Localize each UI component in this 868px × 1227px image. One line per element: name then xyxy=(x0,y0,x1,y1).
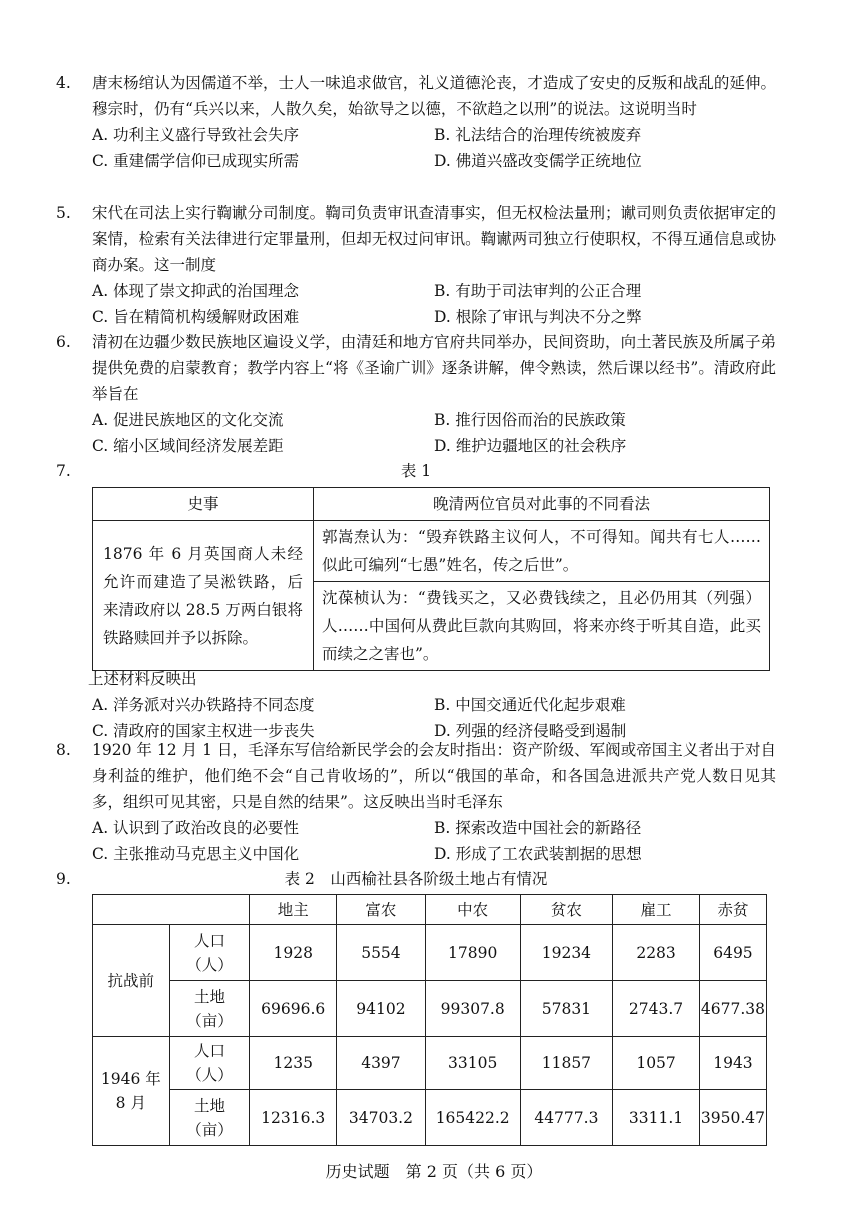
view-cell-guo: 郭嵩焘认为：“毁弃铁路主议何人，不可得知。闻共有七人……似此可编列“七愚”姓名，传之后世”。 xyxy=(314,521,770,582)
table-cell: 2743.7 xyxy=(613,981,700,1037)
option-d[interactable]: D. 维护边疆地区的社会秩序 xyxy=(434,437,627,455)
table-header: 晚清两位官员对此事的不同看法 xyxy=(314,488,770,521)
option-b[interactable]: B. 有助于司法审判的公正合理 xyxy=(434,282,642,300)
table-cell: 17890 xyxy=(425,925,520,981)
option-c[interactable]: C. 主张推动马克思主义中国化 xyxy=(92,845,300,863)
table-cell: 4677.38 xyxy=(699,981,766,1037)
corner-cell xyxy=(93,895,250,925)
table-header: 史事 xyxy=(93,488,314,521)
option-a[interactable]: A. 洋务派对兴办铁路持不同态度 xyxy=(92,696,315,714)
column-header: 富农 xyxy=(337,895,426,925)
options xyxy=(92,122,776,174)
question-7 xyxy=(56,458,776,484)
row-label: 土地（亩） xyxy=(169,981,250,1037)
question-stem: 上述材料反映出 xyxy=(88,670,197,688)
table-cell: 6495 xyxy=(699,925,766,981)
option-c[interactable]: C. 重建儒学信仰已成现实所需 xyxy=(92,152,300,170)
column-header: 中农 xyxy=(425,895,520,925)
table-cell: 57831 xyxy=(520,981,613,1037)
question-number: 8. xyxy=(56,741,71,759)
table-cell: 1235 xyxy=(250,1037,337,1090)
option-b[interactable]: B. 探索改造中国社会的新路径 xyxy=(434,819,642,837)
table-cell: 33105 xyxy=(425,1037,520,1090)
period-cell: 1946 年 8 月 xyxy=(93,1037,170,1146)
question-6 xyxy=(56,329,776,459)
option-a[interactable]: A. 促进民族地区的文化交流 xyxy=(92,411,284,429)
option-c[interactable]: C. 清政府的国家主权进一步丧失 xyxy=(92,722,315,740)
option-a[interactable]: A. 功利主义盛行导致社会失序 xyxy=(92,126,300,144)
options xyxy=(92,278,776,330)
question-stem: 清初在边疆少数民族地区遍设义学，由清廷和地方官府共同举办，民间资助，向土著民族及所属子弟提供免费的启蒙教育；教学内容上“将《圣谕广训》逐条讲解，俾令熟读，然后课以经书”。清政府此举旨在 xyxy=(92,333,776,403)
question-stem: 唐末杨绾认为因儒道不举，士人一味追求做官，礼义道德沦丧，才造成了安史的反叛和战乱的延伸。穆宗时，仍有“兵兴以来，人散久矣，始欲导之以德，不欲趋之以刑”的说法。这说明当时 xyxy=(92,74,776,118)
question-stem: 宋代在司法上实行鞫谳分司制度。鞫司负责审讯查清事实，但无权检法量刑；谳司则负责依据审定的案情，检索有关法律进行定罪量刑，但却无权过问审讯。鞫谳两司独立行使职权，不得互通信息或协商办案。这一制度 xyxy=(92,204,776,274)
table-cell: 99307.8 xyxy=(425,981,520,1037)
option-d[interactable]: D. 佛道兴盛改变儒学正统地位 xyxy=(434,152,642,170)
row-label: 土地（亩） xyxy=(169,1090,250,1146)
table-cell: 69696.6 xyxy=(250,981,337,1037)
table-cell: 3950.47 xyxy=(699,1090,766,1146)
table-caption: 表 2 山西榆社县各阶级土地占有情况 xyxy=(284,870,548,888)
table-row xyxy=(93,1037,767,1090)
table-row xyxy=(93,1090,767,1146)
question-9 xyxy=(56,866,776,892)
option-c[interactable]: C. 旨在精简机构缓解财政困难 xyxy=(92,308,300,326)
options xyxy=(92,815,776,867)
option-b[interactable]: B. 中国交通近代化起步艰难 xyxy=(434,696,626,714)
table-row xyxy=(93,981,767,1037)
table-cell: 1928 xyxy=(250,925,337,981)
table-cell: 1943 xyxy=(699,1037,766,1090)
option-b[interactable]: B. 礼法结合的治理传统被废弃 xyxy=(434,126,642,144)
option-d[interactable]: D. 形成了工农武装割据的思想 xyxy=(434,845,642,863)
options xyxy=(92,407,776,459)
question-7-tail xyxy=(88,666,782,744)
column-header: 雇工 xyxy=(613,895,700,925)
column-header: 贫农 xyxy=(520,895,613,925)
question-4 xyxy=(56,70,776,174)
question-8 xyxy=(56,737,776,867)
option-a[interactable]: A. 体现了崇文抑武的治国理念 xyxy=(92,282,300,300)
table-cell: 44777.3 xyxy=(520,1090,613,1146)
event-cell: 1876 年 6 月英国商人未经允许而建造了吴淞铁路，后来清政府以 28.5 万两白银将铁路赎回并予以拆除。 xyxy=(93,521,314,671)
row-label: 人口（人） xyxy=(169,925,250,981)
table-cell: 3311.1 xyxy=(613,1090,700,1146)
option-b[interactable]: B. 推行因俗而治的民族政策 xyxy=(434,411,626,429)
table-row xyxy=(93,925,767,981)
table-2 xyxy=(92,894,767,1146)
table-cell: 2283 xyxy=(613,925,700,981)
option-a[interactable]: A. 认识到了政治改良的必要性 xyxy=(92,819,300,837)
period-cell: 抗战前 xyxy=(93,925,170,1037)
table-cell: 4397 xyxy=(337,1037,426,1090)
question-number: 6. xyxy=(56,333,71,351)
question-stem: 1920 年 12 月 1 日，毛泽东写信给新民学会的会友时指出：资产阶级、军阀或帝国主义者出于对自身利益的维护，他们绝不会“自己肯收场的”，所以“俄国的革命，和各国急进派共产党人数日见其多，组织可见其密，只是自然的结果”。这反映出当时毛泽东 xyxy=(92,741,776,811)
column-header: 地主 xyxy=(250,895,337,925)
table-cell: 1057 xyxy=(613,1037,700,1090)
option-c[interactable]: C. 缩小区域间经济发展差距 xyxy=(92,437,284,455)
view-cell-shen: 沈葆桢认为：“费钱买之，又必费钱续之，且必仍用其（列强）人……中国何从费此巨款向其购回，将来亦终于听其自造，此买而续之之害也”。 xyxy=(314,582,770,671)
table-cell: 165422.2 xyxy=(425,1090,520,1146)
column-header: 赤贫 xyxy=(699,895,766,925)
table-cell: 11857 xyxy=(520,1037,613,1090)
table-1 xyxy=(92,487,770,671)
question-number: 7. xyxy=(56,462,71,480)
option-d[interactable]: D. 根除了审讯与判决不分之弊 xyxy=(434,308,642,326)
table-cell: 19234 xyxy=(520,925,613,981)
question-number: 5. xyxy=(56,204,71,222)
question-5 xyxy=(56,200,776,330)
row-label: 人口（人） xyxy=(169,1037,250,1090)
table-cell: 12316.3 xyxy=(250,1090,337,1146)
table-cell: 34703.2 xyxy=(337,1090,426,1146)
page-footer: 历史试题 第 2 页（共 6 页） xyxy=(325,1162,543,1181)
option-d[interactable]: D. 列强的经济侵略受到遏制 xyxy=(434,722,627,740)
question-number: 4. xyxy=(56,74,71,92)
table-caption: 表 1 xyxy=(400,462,432,480)
table-cell: 94102 xyxy=(337,981,426,1037)
table-cell: 5554 xyxy=(337,925,426,981)
question-number: 9. xyxy=(56,870,71,888)
